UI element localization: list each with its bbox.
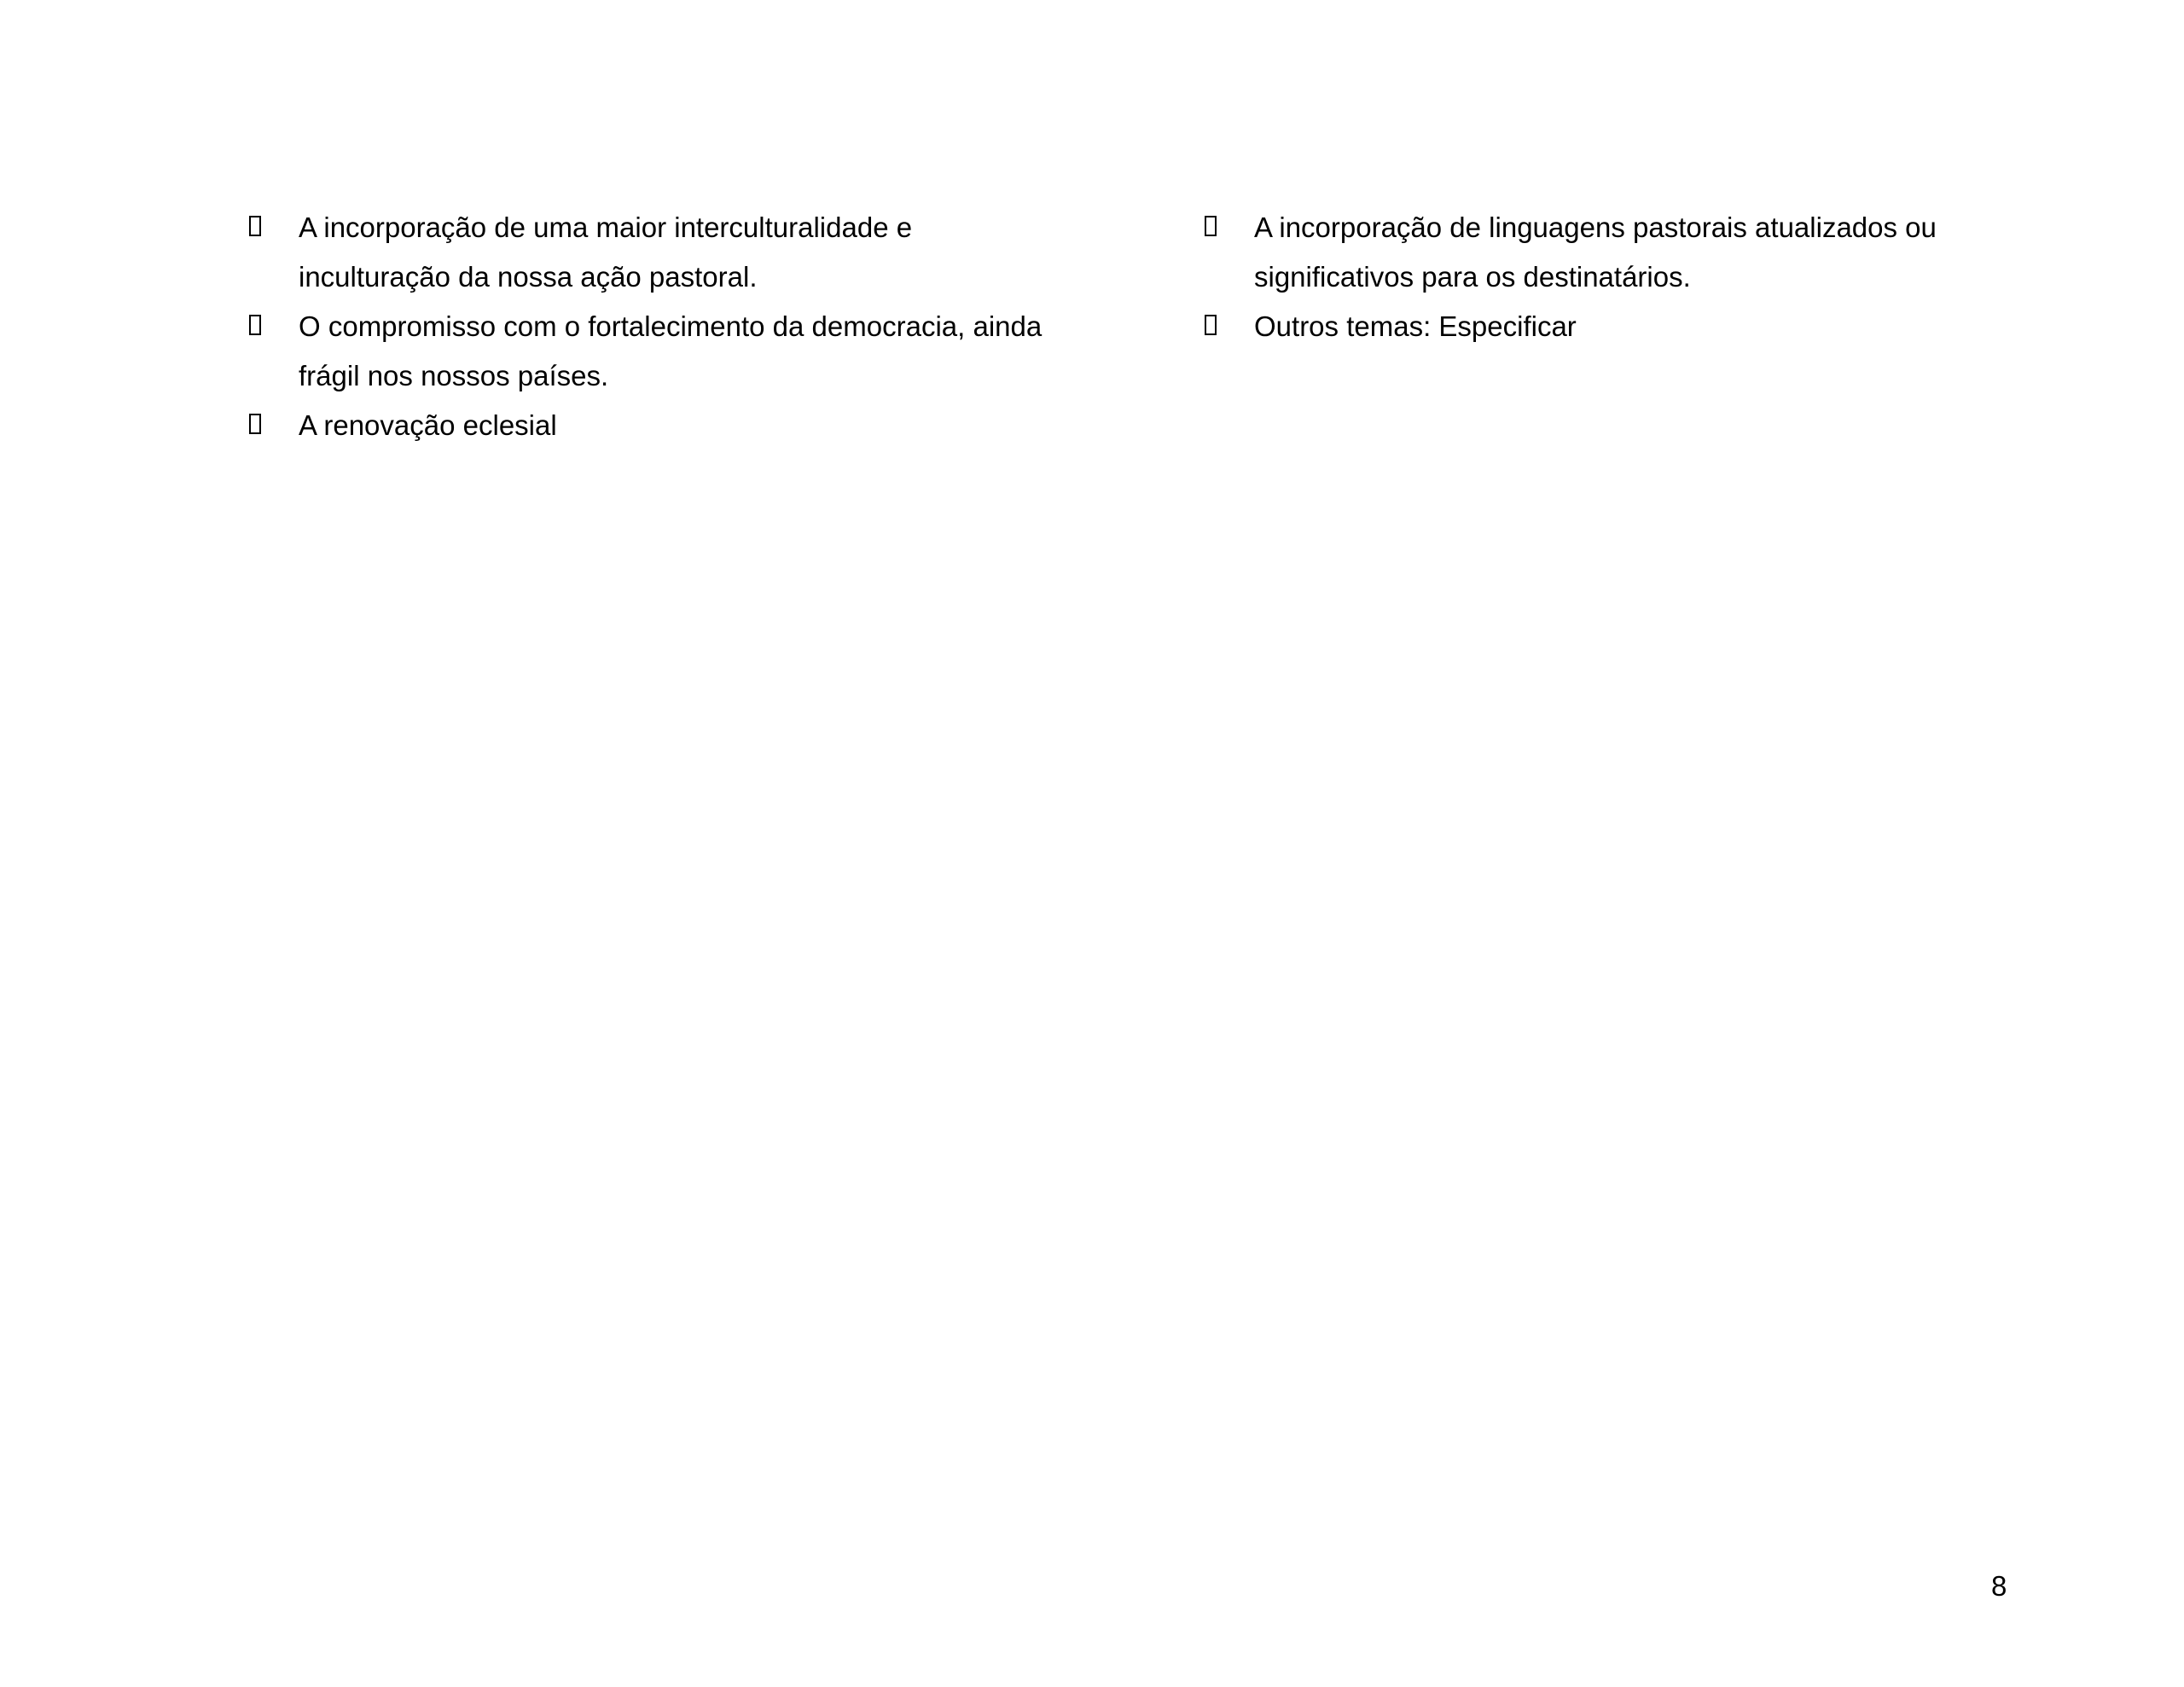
list-item [247,401,1066,450]
options-list-right [1203,203,2022,351]
list-item-text: A renovação eclesial [299,409,557,441]
checkbox-icon[interactable] [249,216,261,236]
list-item [1203,302,2022,351]
list-item-text: O compromisso com o fortalecimento da democracia, ainda frágil nos nossos países. [299,310,1043,391]
list-item-text: A incorporação de linguagens pastorais atualizados ou significativos para os destinatários. [1254,212,1937,293]
checkbox-icon[interactable] [249,414,261,434]
list-item [247,302,1066,401]
list-item-text: A incorporação de uma maior interculturalidade e inculturação da nossa ação pastoral. [299,212,913,293]
list-item [1203,203,2022,302]
list-item [247,203,1066,302]
list-item-text: Outros temas: Especificar [1254,310,1577,342]
page-number: 8 [1991,1570,2007,1602]
checkbox-icon[interactable] [1205,216,1217,236]
checkbox-icon[interactable] [1205,315,1217,335]
options-list-left [247,203,1066,450]
checkbox-icon[interactable] [249,315,261,335]
